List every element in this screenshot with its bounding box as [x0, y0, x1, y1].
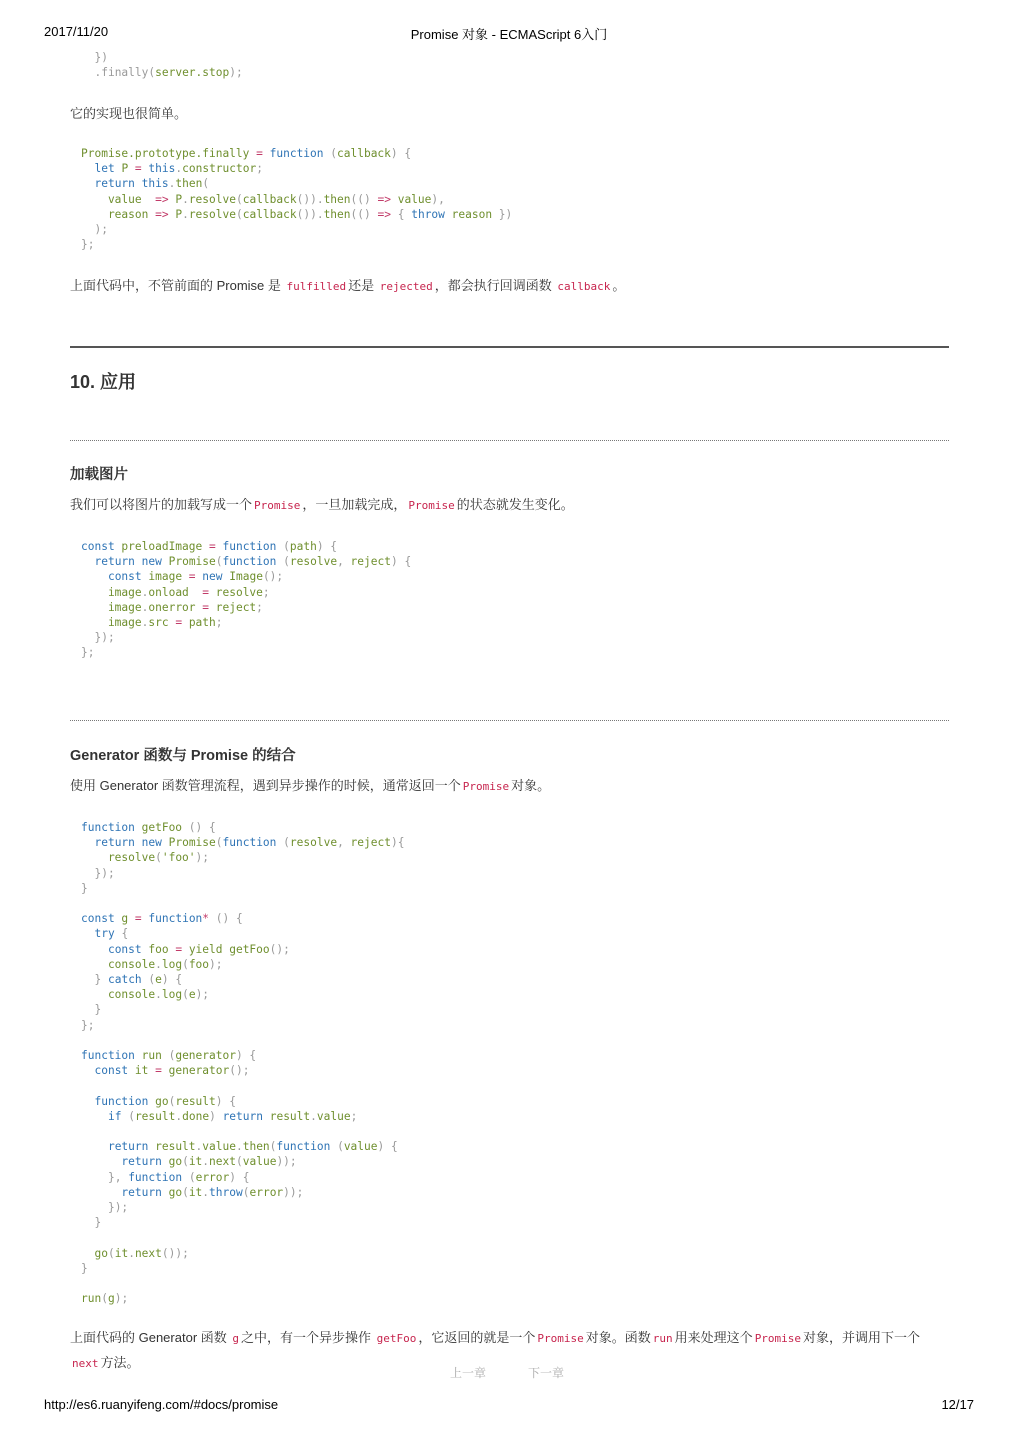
prev-chapter-link[interactable]: 上一章 [450, 1366, 487, 1380]
code-block-generator: function getFoo () { return new Promise(function (resolve, reject){ resolve('foo'); }); } const g = function* () { try { const foo = yield getFoo(); console.log(foo); } catch (e) { console.log(e); } }; function run (generator) { const it = generator(); function go(result) { if (result.done) return result.value; return result.value.then(function (value) { return go(it.next(value)); }, function (error) { return go(it.throw(error)); }); } go(it.next()); } run(g); [81, 821, 405, 1306]
section-title: 10. 应用 [70, 372, 137, 392]
print-date: 2017/11/20 [44, 24, 109, 39]
subsection-title-generator: Generator 函数与 Promise 的结合 [70, 748, 296, 764]
chapter-pager [450, 1364, 606, 1381]
print-header [44, 24, 974, 42]
section-divider [70, 346, 949, 348]
print-footer [44, 1397, 974, 1415]
print-page-number: 12/17 [941, 1397, 974, 1412]
print-title: Promise 对象 - ECMAScript 6入门 [410, 27, 608, 42]
subsection-divider [70, 440, 949, 441]
print-url: http://es6.ruanyifeng.com/#docs/promise [44, 1397, 279, 1412]
paragraph-fulfilled-rejected: 上面代码中，不管前面的 Promise 是 fulfilled 还是 rejected ，都会执行回调函数 callback 。 [70, 278, 626, 293]
paragraph-load-image: 我们可以将图片的加载写成一个 Promise ，一旦加载完成， Promise 的状态就发生变化。 [70, 497, 574, 512]
paragraph-implementation: 它的实现也很简单。 [70, 106, 188, 121]
paragraph-generator-intro: 使用 Generator 函数管理流程，遇到异步操作的时候，通常返回一个 Promise 对象。 [70, 778, 551, 793]
code-block-finally-impl: Promise.prototype.finally = function (callback) { let P = this.constructor; return this.then( value => P.resolve(callback()).then(() => value), reason => P.resolve(callback()).then(() => { throw reason }) ); }; [81, 147, 513, 252]
paragraph-generator-explain: 上面代码的 Generator 函数 g 之中，有一个异步操作 getFoo ，它返回的就是一个 Promise 对象。函数 run 用来处理这个 Promise 对象，并调用下一个 next 方法。 [70, 1330, 921, 1370]
subsection-title-load-image: 加载图片 [70, 467, 128, 483]
code-block-finally-usage: }) .finally(server.stop); [81, 51, 243, 80]
code-block-preload-image: const preloadImage = function (path) { return new Promise(function (resolve, reject) { const image = new Image(); image.onload = resolve; image.onerror = reject; image.src = path; }); }; [81, 540, 412, 660]
subsection-divider-2 [70, 720, 949, 721]
next-chapter-link[interactable]: 下一章 [528, 1366, 565, 1380]
